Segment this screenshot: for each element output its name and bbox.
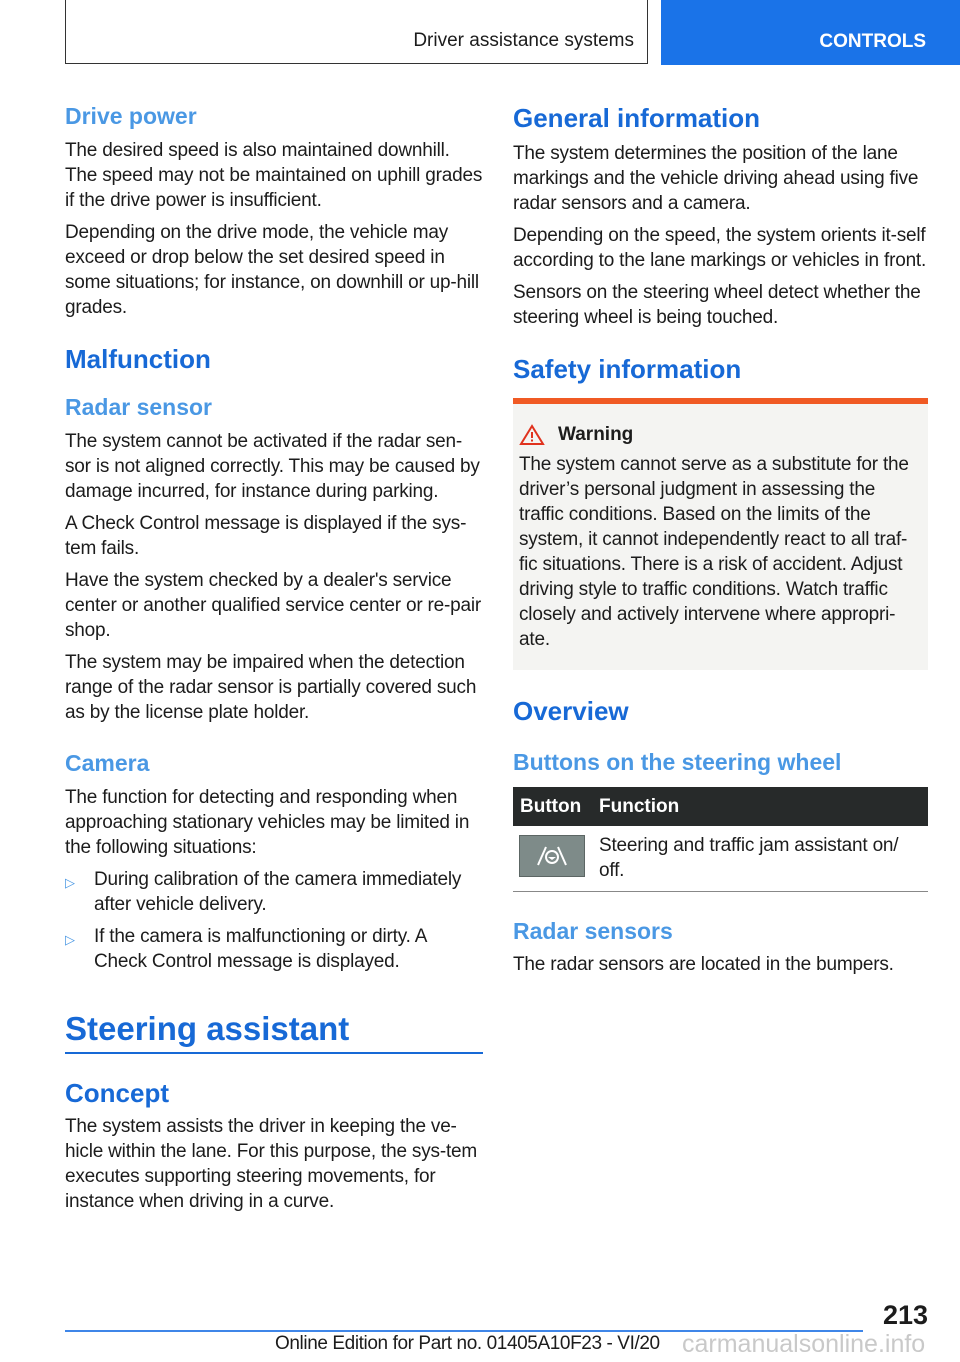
paragraph: The system cannot be activated if the radar sen-sor is not aligned correctly. This may be caused by damage incurred, for instance during parking.	[65, 431, 480, 502]
paragraph: Depending on the drive mode, the vehicle may exceed or drop below the set desired speed in some situations; for instance, on downhill or up-hill grades.	[65, 222, 479, 318]
col-button: Button	[520, 795, 582, 817]
chapter-label: CONTROLS	[819, 31, 926, 52]
bullet-item	[65, 867, 483, 917]
warning-label: Warning	[558, 424, 634, 445]
warning-box	[513, 398, 928, 670]
heading-buttons-steering-wheel: Buttons on the steering wheel	[513, 749, 842, 775]
bullet-item	[65, 924, 483, 974]
page-number: 213	[882, 1300, 928, 1330]
bullet-text: During calibration of the camera immediately after vehicle delivery.	[94, 869, 462, 915]
heading-malfunction: Malfunction	[65, 344, 211, 374]
table-header	[513, 787, 928, 826]
heading-general-information: General information	[513, 103, 761, 133]
header-box	[65, 0, 648, 64]
warning-triangle-icon	[519, 424, 545, 446]
steering-assistant-icon	[519, 835, 585, 877]
paragraph: The radar sensors are located in the bumpers.	[513, 954, 894, 975]
heading-concept: Concept	[65, 1078, 169, 1108]
triangle-bullet-icon: ▷	[65, 875, 75, 890]
table-row	[513, 826, 928, 892]
header-section: Driver assistance systems	[413, 30, 634, 51]
paragraph: The system assists the driver in keeping the ve-hicle within the lane. For this purpose, the sys-tem executes supporting steering movements, for instance when driving in a curve.	[65, 1116, 478, 1212]
bullet-text: If the camera is malfunctioning or dirty. A Check Control message is displayed.	[94, 926, 427, 972]
heading-camera: Camera	[65, 750, 150, 776]
paragraph: Sensors on the steering wheel detect whether the steering wheel is being touched.	[513, 282, 921, 328]
paragraph: Have the system checked by a dealer's service center or another qualified service center or re-pair shop.	[65, 570, 482, 641]
paragraph: A Check Control message is displayed if the sys-tem fails.	[65, 513, 467, 559]
triangle-bullet-icon: ▷	[65, 932, 75, 947]
paragraph: The function for detecting and responding when approaching stationary vehicles may be limited in the following situations:	[65, 787, 470, 858]
heading-safety-information: Safety information	[513, 354, 742, 384]
paragraph: Depending on the speed, the system orients it-self according to the lane markings or vehicles in front.	[513, 225, 927, 271]
warning-text: The system cannot serve as a substitute for the driver’s personal judgment in assessing the traffic conditions. Based on the limits of the system, it cannot independently react to all traf-fic situations. There is a risk of accident. Adjust driving style to traffic conditions. Watch traffic closely and actively intervene where appropri-ate.	[519, 454, 909, 650]
heading-radar-sensor: Radar sensor	[65, 394, 213, 420]
heading-steering-assistant: Steering assistant	[65, 1010, 483, 1054]
edition-text: Online Edition for Part no. 01405A10F23 - VI/20	[275, 1333, 660, 1354]
chapter-tab	[661, 0, 960, 65]
heading-overview: Overview	[513, 696, 629, 726]
heading-drive-power: Drive power	[65, 103, 197, 129]
paragraph: The desired speed is also maintained downhill. The speed may not be maintained on uphill grades if the drive power is insufficient.	[65, 140, 483, 211]
watermark: carmanualsonline.info	[682, 1330, 926, 1358]
paragraph: The system determines the position of the lane markings and the vehicle driving ahead using five radar sensors and a camera.	[513, 143, 919, 214]
paragraph: The system may be impaired when the detection range of the radar sensor is partially covered such as by the license plate holder.	[65, 652, 477, 723]
col-function: Function	[599, 795, 680, 817]
heading-radar-sensors: Radar sensors	[513, 918, 673, 944]
buttons-table	[513, 787, 928, 892]
function-text: Steering and traffic jam assistant on/ off.	[599, 835, 899, 881]
